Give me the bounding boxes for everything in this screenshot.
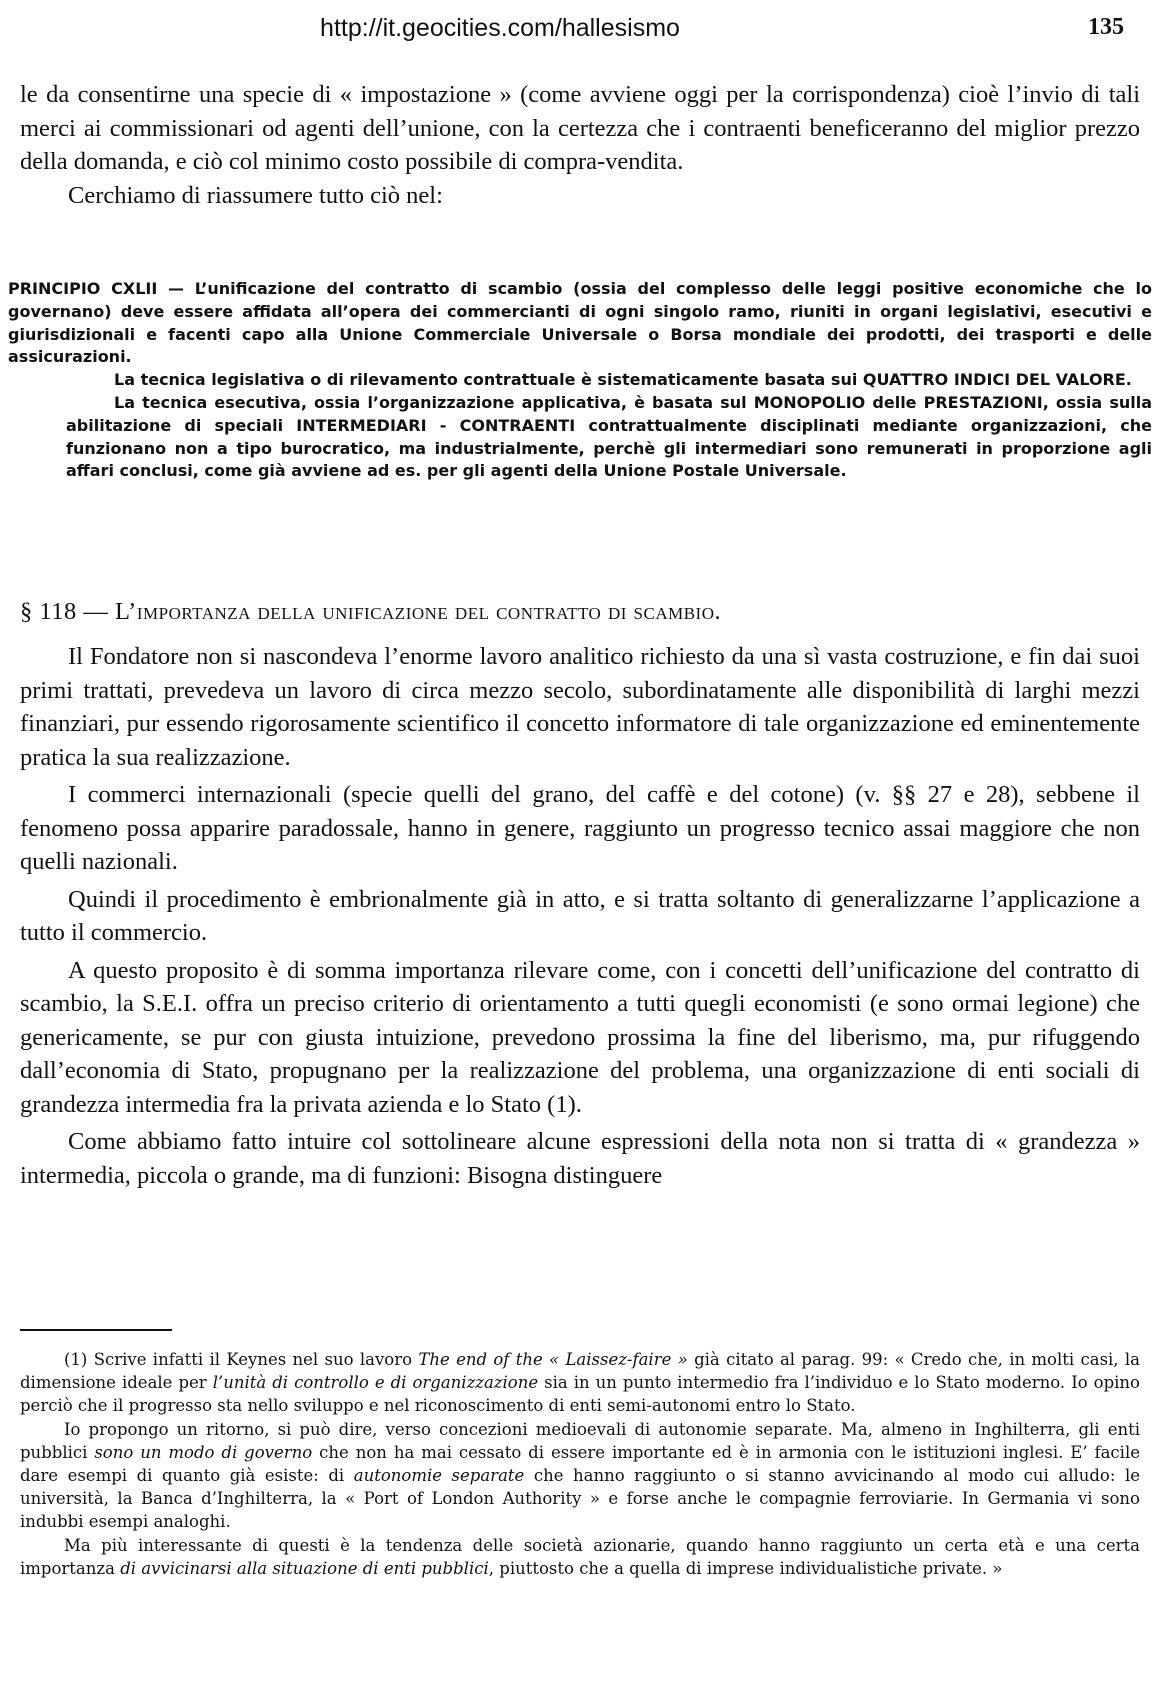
- footnote-italic: autonomie separate: [353, 1466, 525, 1486]
- paragraph: Il Fondatore non si nascondeva l’enorme lavoro analitico richiesto da una sì vasta costruzione, e fin dai suoi primi trattati, prevedeva un lavoro di circa mezzo secolo, subordinatamente alle disponibilità di larghi mezzi finanziari, pur essendo rigorosamente scientifico il concetto informatore di tale organizzazione ed eminentemente pratica la sua realizzazione.: [20, 643, 1140, 771]
- paragraph: Cerchiamo di riassumere tutto ciò nel:: [68, 181, 443, 209]
- paragraph: Quindi il procedimento è embrionalmente già in atto, e si tratta soltanto di generalizzarne l’applicazione a tutto il commercio.: [20, 885, 1140, 946]
- footnote-text: Io propongo un ritorno, si può dire, verso concezioni medioevali di autonomie separate. Ma, almeno in Inghilterra, gli enti pubblici: [20, 1419, 1140, 1462]
- principle-paragraph: La tecnica esecutiva, ossia l’organizzazione applicativa, è basata sul MONOPOLIO delle PRESTAZIONI, ossia sulla abilitazione di speciali INTERMEDIARI - CONTRAENTI contrattualmente disciplinati mediante organizzazioni, che funzionano non a tipo burocratico, ma industrialmente, perchè gli intermediari sono remunerati in proporzione agli affari conclusi, come già avviene ad es. per gli agenti della Unione Postale Universale.: [66, 392, 1152, 481]
- footnote-text: già citato al parag. 99: « Credo che, in molti casi, la dimensione ideale per: [20, 1350, 1140, 1393]
- footnote-text: sia in un punto intermedio fra l’individuo e lo Stato moderno. Io opino perciò che il progresso sta nello sviluppo e nel riconoscimento di enti semi-autonomi entro lo Stato.: [20, 1373, 1140, 1416]
- footnote-text: che hanno raggiunto o si stanno avvicinando al modo cui alludo: le università, la Banca d’Inghilterra, la « Port of London Authority » e forse anche le compagnie ferroviarie. In Germania vi sono indubbi esempi analoghi.: [20, 1466, 1140, 1532]
- footnote-italic: The end of the « Laissez-faire »: [418, 1350, 688, 1369]
- footnote-text: (1) Scrive infatti il Keynes nel suo lavoro: [64, 1350, 419, 1369]
- footnote-divider: [20, 1329, 172, 1331]
- principle-paragraph: [8, 278, 1152, 369]
- principle-text: — L’unificazione del contratto di scambio (ossia del complesso delle leggi positive economiche che lo governano) deve essere affidata all’opera dei commercianti di ogni singolo ramo, riuniti in organi legislativi, esecutivi e giurisdizionali e facenti capo alla Unione Commerciale Universale o Borsa mondiale dei prodotti, dei trasporti e delle assicurazioni.: [8, 279, 1152, 367]
- section-title: L’importanza della unificazione del contratto di scambio.: [114, 598, 722, 625]
- paragraph: A questo proposito è di somma importanza rilevare come, con i concetti dell’unificazione del contratto di scambio, la S.E.I. offra un preciso criterio di orientamento a tutti quegli economisti (e sono ormai legione) che genericamente, se pur con giusta intuizione, prevedono prossima la fine del liberismo, ma, pur rifuggendo dall’economia di Stato, propugnano per la realizzazione del problema, una organizzazione di enti sociali di grandezza intermedia fra la privata azienda e lo Stato (1).: [20, 956, 1140, 1118]
- principle-paragraph: La tecnica legislativa o di rilevamento contrattuale è sistematicamente basata sui QUATTRO INDICI DEL VALORE.: [114, 370, 1132, 390]
- section-number: § 118 —: [20, 598, 109, 625]
- footnote-paragraph: [20, 1418, 1140, 1534]
- page-number: 135: [1088, 14, 1124, 40]
- paragraph: le da consentirne una specie di « impostazione » (come avviene oggi per la corrispondenza) cioè l’invio di tali merci ai commissionari od agenti dell’unione, con la certezza che i contraenti beneficeranno del miglior prezzo della domanda, e ciò col minimo costo possibile di compra-vendita.: [20, 81, 1140, 175]
- principle-heading: PRINCIPIO CXLII: [8, 279, 158, 298]
- top-text-block: [20, 78, 1140, 212]
- header-url: http://it.geocities.com/hallesismo: [320, 14, 680, 42]
- footnote-paragraph: [20, 1534, 1140, 1580]
- paragraph: Come abbiamo fatto intuire col sottolineare alcune espressioni della nota non si tratta di « grandezza » intermedia, piccola o grande, ma di funzioni: Bisogna distinguere: [20, 1128, 1140, 1189]
- footnote-italic: sono un modo di governo: [94, 1442, 313, 1462]
- footnote-text: che non ha mai cessato di essere importante ed è in armonia con le istituzioni inglesi. E’ facile dare esempi di quanto già esiste: di: [20, 1442, 1140, 1486]
- footnotes: [20, 1348, 1140, 1580]
- footnote-text: Ma più interessante di questi è la tendenza delle società azionarie, quando hanno raggiunto un certa età e una certa importanza: [20, 1535, 1140, 1578]
- paragraph: I commerci internazionali (specie quelli del grano, del caffè e del cotone) (v. §§ 27 e 28), sebbene il fenomeno possa apparire paradossale, hanno in genere, raggiunto un progresso tecnico assai maggiore che non quelli nazionali.: [20, 781, 1140, 875]
- main-text-block: [20, 640, 1140, 1196]
- footnote-paragraph: [20, 1348, 1140, 1418]
- footnote-text: , piuttosto che a quella di imprese individualistiche private. »: [488, 1558, 1003, 1578]
- footnote-italic: l’unità di controllo e di organizzazione: [212, 1373, 539, 1393]
- principle-block: [8, 278, 1152, 483]
- section-heading: [20, 598, 721, 626]
- footnote-italic: di avvicinarsi alla situazione di enti pubblici: [120, 1558, 489, 1578]
